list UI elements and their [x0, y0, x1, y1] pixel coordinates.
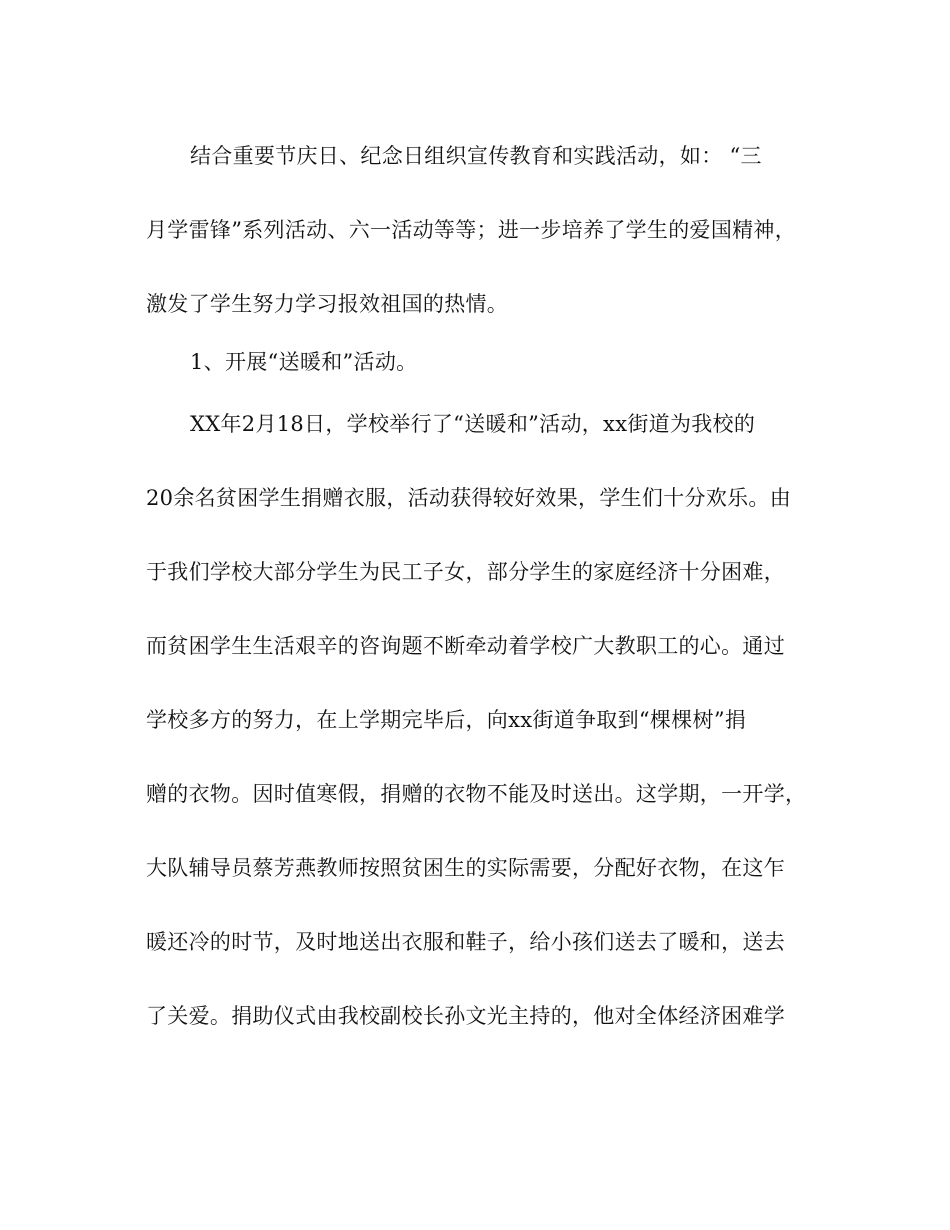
text-line: 赠的衣物。因时值寒假，捐赠的衣物不能及时送出。这学期，一开学， — [146, 782, 807, 806]
text-line: 大队辅导员蔡芳燕教师按照贫困生的实际需要，分配好衣物，在这乍 — [146, 856, 785, 880]
text-line: 学校多方的努力，在上学期完毕后，向xx街道争取到“棵棵树”捐 — [146, 708, 747, 732]
text-line: 了关爱。捐助仪式由我校副校长孙文光主持的，他对全体经济困难学 — [146, 1004, 785, 1028]
text-line: 于我们学校大部分学生为民工子女，部分学生的家庭经济十分困难， — [146, 560, 785, 584]
text-line: 激发了学生努力学习报效祖国的热情。 — [146, 292, 509, 316]
text-line: 结合重要节庆日、纪念日组织宣传教育和实践活动，如： “三 — [190, 144, 762, 168]
paragraph-heading: 1、开展“送暖和”活动。 — [190, 350, 418, 374]
text-line: 而贫困学生生活艰辛的咨询题不断牵动着学校广大教职工的心。通过 — [146, 634, 785, 658]
text-line: 20余名贫困学生捐赠衣服，活动获得较好效果，学生们十分欢乐。由 — [146, 486, 792, 510]
text-line: XX年2月18日，学校举行了“送暖和”活动，xx街道为我校的 — [190, 412, 756, 436]
text-line: 暖还冷的时节，及时地送出衣服和鞋子，给小孩们送去了暖和，送去 — [146, 930, 785, 954]
text-line: 月学雷锋”系列活动、六一活动等等；进一步培养了学生的爱国精神， — [146, 218, 797, 242]
